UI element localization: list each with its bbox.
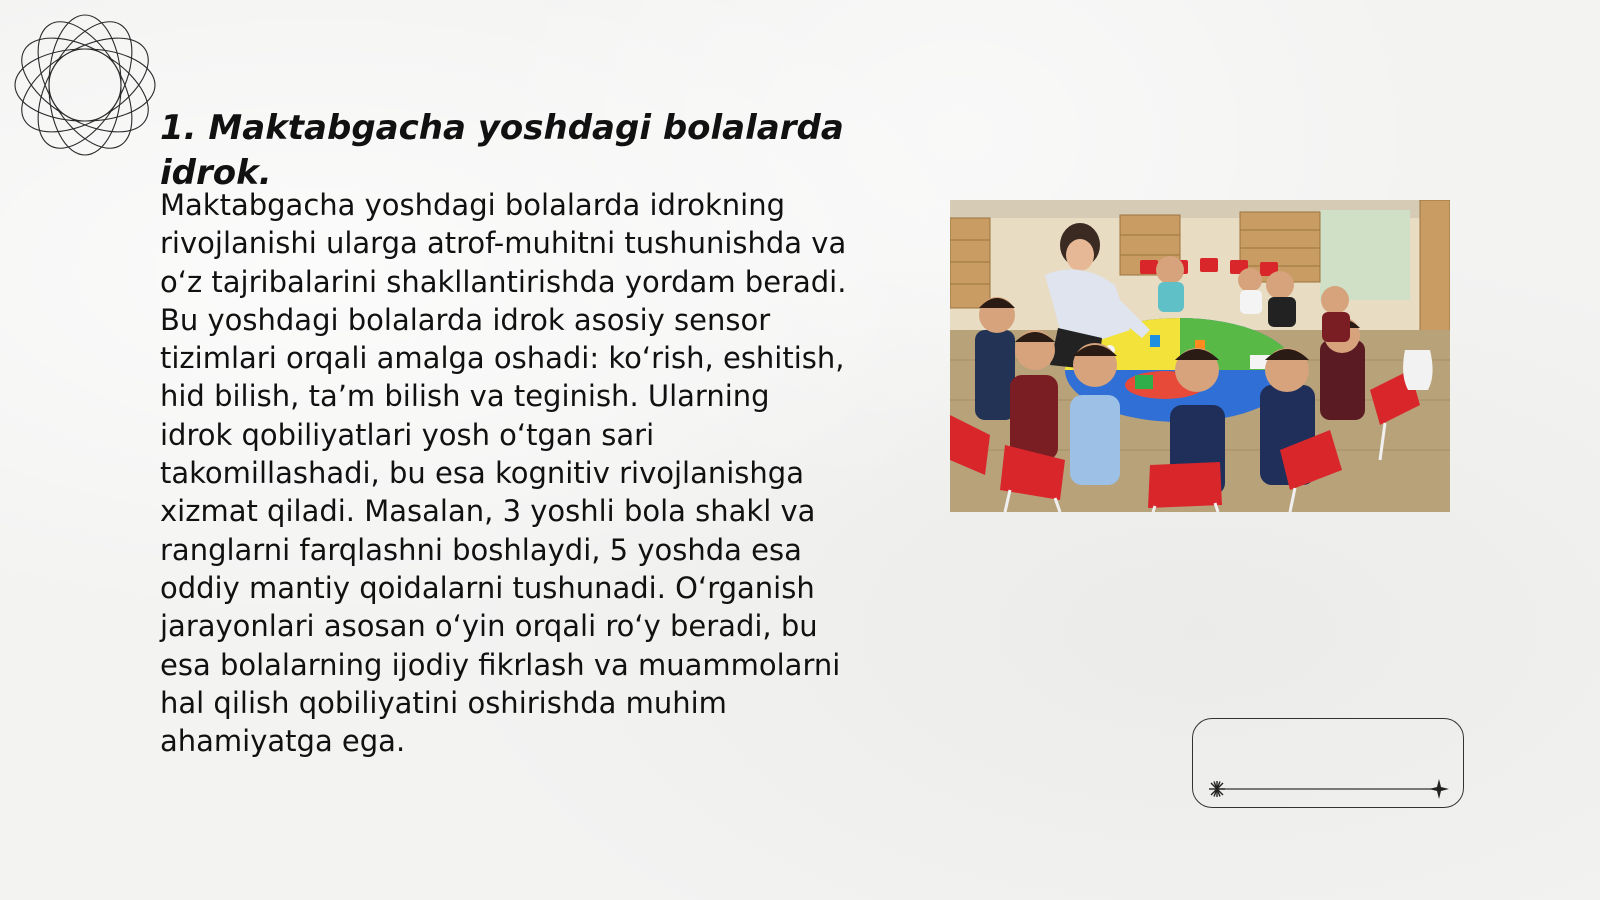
classroom-photo bbox=[950, 200, 1450, 512]
starburst-icon bbox=[1209, 781, 1225, 797]
slide-title: 1. Maktabgacha yoshdagi bolalarda idrok. bbox=[160, 108, 844, 193]
timeline-card bbox=[1192, 718, 1464, 808]
orbit-circles-icon bbox=[10, 10, 160, 160]
sparkle-icon bbox=[1429, 779, 1449, 799]
slide-body-text: Maktabgacha yoshdagi bolalarda idrokning rivojlanishi ularga atrof-muhitni tushunishda va o‘z tajribalarini shakllantirishda yordam beradi. Bu yoshdagi bolalarda idrok asosiy sensor tizimlari orqali amalga oshadi: ko‘rish, eshitish, hid bilish, ta’m bilish va teginish. Ularning idrok qobiliyatlari yosh o‘tgan sari takomillashadi, bu esa kognitiv rivojlanishga xizmat qiladi. Masalan, 3 yoshli bola shakl va ranglarni farqlashni boshlaydi, 5 yoshda esa oddiy mantiy qoidalarni tushunadi. O‘rganish jarayonlari asosan o‘yin orqali ro‘y beradi, bu esa bolalarning ijodiy fikrlash va muammolarni hal qilish qobiliyatini oshirishda muhim ahamiyatga ega. bbox=[160, 188, 847, 759]
